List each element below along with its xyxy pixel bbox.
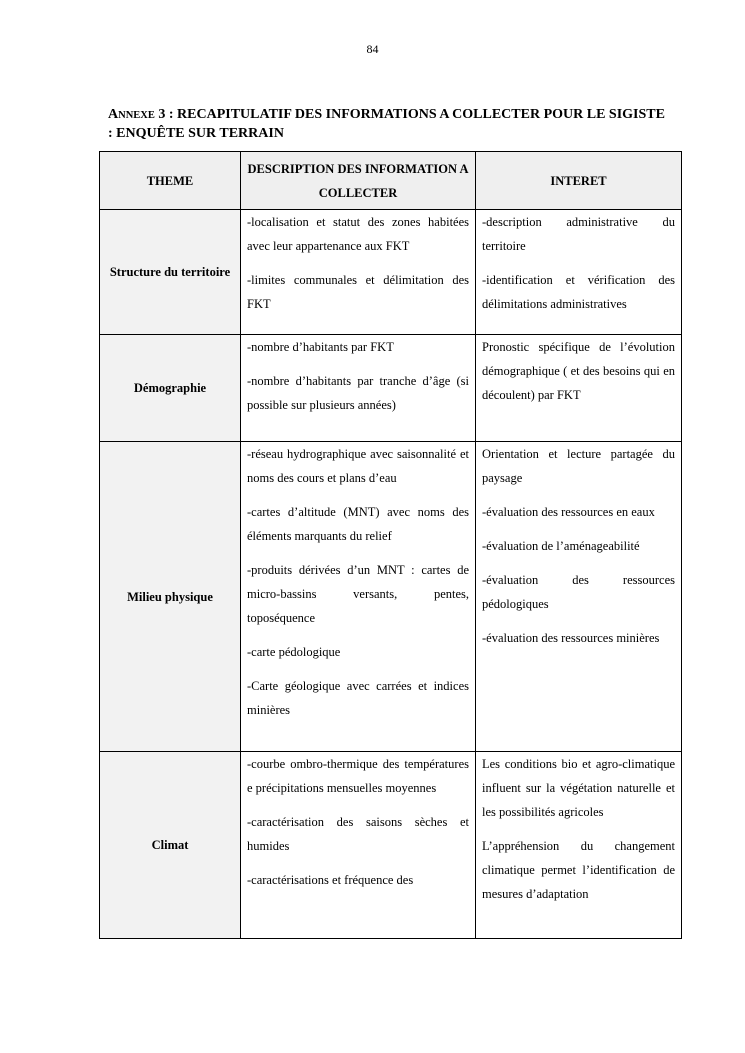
header-description: DESCRIPTION DES INFORMATION A COLLECTER [241,152,476,210]
description-cell [241,210,476,335]
header-interet: INTERET [476,152,682,210]
interet-item: L’appréhension du changement climatique permet l’identification de mesures d’adaptation [482,839,675,901]
description-item: -caractérisations et fréquence des [247,873,414,887]
description-item: -nombre d’habitants par FKT [247,340,394,354]
description-item: -carte pédologique [247,645,341,659]
table-row [100,752,682,939]
interet-cell [476,210,682,335]
header-theme: THEME [100,152,241,210]
theme-cell: Démographie [100,335,241,442]
table-row [100,442,682,752]
heading-prefix-cap: A [108,107,119,122]
interet-item: -évaluation des ressources en eaux [482,505,655,519]
description-item: -courbe ombro-thermique des températures e précipitations mensuelles moyennes [247,757,469,795]
description-item: -limites communales et délimitation des FKT [247,273,469,311]
description-item: -Carte géologique avec carrées et indices minières [247,679,469,717]
recap-table [99,151,682,939]
table-row [100,210,682,335]
heading-title: 3 : RECAPITULATIF DES INFORMATIONS A COLLECTER POUR LE SIGISTE : ENQUÊTE SUR TERRAIN [108,107,665,141]
interet-item: -description administrative du territoire [482,215,675,253]
annex-heading [108,106,668,143]
interet-cell [476,752,682,939]
description-cell [241,442,476,752]
description-cell [241,752,476,939]
interet-item: -évaluation des ressources pédologiques [482,573,675,611]
description-item: -caractérisation des saisons sèches et humides [247,815,469,853]
description-item: -localisation et statut des zones habitées avec leur appartenance aux FKT [247,215,469,253]
interet-item: Orientation et lecture partagée du paysage [482,447,675,485]
table-row [100,335,682,442]
table-header-row [100,152,682,210]
theme-cell: Structure du territoire [100,210,241,335]
description-item: -cartes d’altitude (MNT) avec noms des éléments marquants du relief [247,505,469,543]
interet-item: Pronostic spécifique de l’évolution démographique ( et des besoins qui en découlent) par FKT [482,340,675,402]
interet-item: -évaluation de l’aménageabilité [482,539,640,553]
theme-cell: Climat [100,752,241,939]
heading-prefix-small: NNEXE [118,110,155,121]
page-number: 84 [366,42,379,56]
interet-item: -identification et vérification des délimitations administratives [482,273,675,311]
description-cell [241,335,476,442]
description-item: -nombre d’habitants par tranche d’âge (si possible sur plusieurs années) [247,374,469,412]
description-item: -produits dérivées d’un MNT : cartes de micro-bassins versants, pentes, toposéquence [247,563,469,625]
interet-item: -évaluation des ressources minières [482,631,660,645]
interet-item: Les conditions bio et agro-climatique influent sur la végétation naturelle et les possibilités agricoles [482,757,675,819]
interet-cell [476,442,682,752]
theme-cell: Milieu physique [100,442,241,752]
description-item: -réseau hydrographique avec saisonnalité et noms des cours et plans d’eau [247,447,469,485]
interet-cell [476,335,682,442]
